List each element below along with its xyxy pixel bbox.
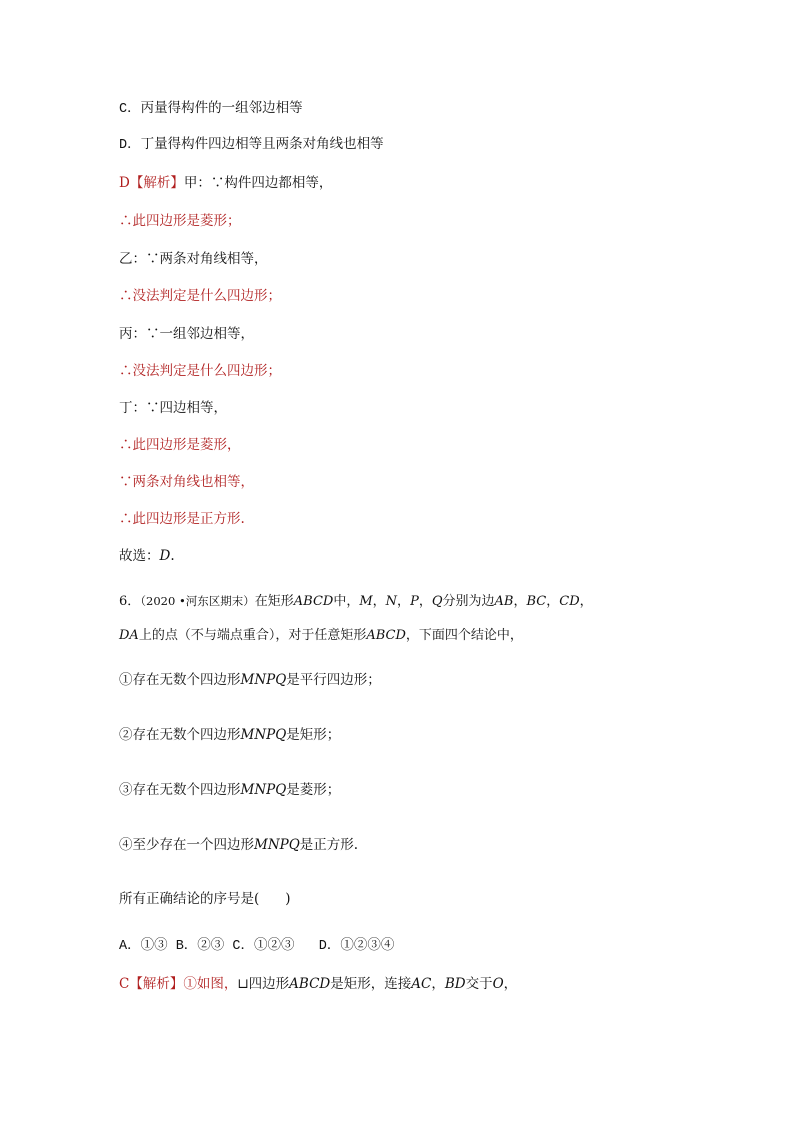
stem-text: ，下面四个结论中， bbox=[405, 628, 523, 643]
analysis-text: 四边形 bbox=[248, 976, 290, 992]
answer-label: D【解析】 bbox=[119, 175, 184, 191]
statement-2 bbox=[119, 726, 340, 744]
analysis-line-1 bbox=[119, 174, 332, 192]
separator: ， bbox=[372, 594, 386, 609]
var-p: P bbox=[410, 594, 419, 609]
var-abcd: ABCD bbox=[366, 628, 406, 643]
analysis-text: 甲：∵构件四边都相等， bbox=[183, 175, 333, 191]
var-mnpq: MNPQ bbox=[240, 727, 287, 743]
analysis-text: 是矩形，连接 bbox=[330, 976, 412, 992]
answer-label: C【解析】 bbox=[119, 976, 184, 992]
var-mnpq: MNPQ bbox=[240, 672, 287, 688]
analysis-line-5: 丙：∵一组邻边相等， bbox=[119, 326, 254, 342]
analysis-text: ①如图， bbox=[183, 976, 238, 992]
var-abcd: ABCD bbox=[289, 976, 331, 992]
statement-text: 是菱形； bbox=[286, 782, 341, 798]
analysis-line-4: ∴没法判定是什么四边形； bbox=[119, 288, 281, 304]
option-c: C．丙量得构件的一组邻边相等 bbox=[119, 102, 303, 117]
analysis-line-2: ∴此四边形是菱形； bbox=[119, 213, 241, 229]
statement-text: ④至少存在一个四边形 bbox=[119, 837, 254, 853]
question-number: 6． bbox=[119, 594, 141, 609]
statement-text: 是平行四边形； bbox=[286, 672, 381, 688]
var-o: O bbox=[492, 976, 504, 992]
stem-text: 上的点（不与端点重合），对于任意矩形 bbox=[138, 628, 367, 643]
var-abcd: ABCD bbox=[293, 594, 334, 609]
stem-text: 分别为边 bbox=[442, 594, 495, 609]
analysis-line-6: ∴没法判定是什么四边形； bbox=[119, 363, 281, 379]
var-ab: AB bbox=[494, 594, 514, 609]
ask-text: ) bbox=[285, 891, 291, 907]
statement-text: 是正方形. bbox=[299, 837, 359, 853]
option-d: D．丁量得构件四边相等且两条对角线也相等 bbox=[119, 138, 384, 153]
analysis-line-11 bbox=[119, 547, 175, 565]
var-da: DA bbox=[119, 628, 139, 643]
answer-choices: A．①③ B．②③ C．①②③ D．①②③④ bbox=[119, 939, 395, 954]
var-ac: AC bbox=[411, 976, 432, 992]
var-mnpq: MNPQ bbox=[240, 782, 287, 798]
ask-text: 所有正确结论的序号是( bbox=[119, 891, 260, 907]
question-source: （2020 •河东区期末） bbox=[140, 594, 255, 608]
analysis-line-10: ∴此四边形是正方形. bbox=[119, 511, 245, 527]
analysis-line-3: 乙：∵两条对角线相等， bbox=[119, 251, 268, 267]
statement-3 bbox=[119, 781, 340, 799]
var-cd: CD bbox=[559, 594, 580, 609]
analysis-line-8: ∴此四边形是菱形， bbox=[119, 437, 241, 453]
analysis-text: 交于 bbox=[465, 976, 493, 992]
stem-text: 中， bbox=[333, 594, 360, 609]
var-m: M bbox=[359, 594, 373, 609]
separator: ， bbox=[431, 976, 445, 992]
var-mnpq: MNPQ bbox=[254, 837, 300, 853]
var-bc: BC bbox=[526, 594, 547, 609]
choose-prefix: 故选： bbox=[119, 548, 160, 564]
statement-text: ②存在无数个四边形 bbox=[119, 727, 241, 743]
question-6-line-2 bbox=[119, 627, 523, 645]
statement-4 bbox=[119, 836, 358, 854]
var-bd: BD bbox=[444, 976, 466, 992]
separator: ， bbox=[397, 594, 411, 609]
statement-text: ①存在无数个四边形 bbox=[119, 672, 241, 688]
choose-answer: D bbox=[159, 548, 171, 564]
statement-1 bbox=[119, 671, 381, 689]
separator: ， bbox=[579, 594, 593, 609]
var-n: N bbox=[385, 594, 398, 609]
stem-text: 在矩形 bbox=[254, 594, 294, 609]
separator: ， bbox=[513, 594, 527, 609]
since-glyph-icon: ⊔ bbox=[237, 976, 249, 992]
separator: ， bbox=[418, 594, 432, 609]
separator: ， bbox=[546, 594, 560, 609]
analysis-2-line-1 bbox=[119, 975, 517, 993]
var-q: Q bbox=[431, 594, 443, 609]
question-ask bbox=[119, 890, 291, 908]
statement-text: ③存在无数个四边形 bbox=[119, 782, 241, 798]
statement-text: 是矩形； bbox=[286, 727, 341, 743]
analysis-line-7: 丁：∵四边相等， bbox=[119, 400, 227, 416]
analysis-line-9: ∵两条对角线也相等， bbox=[119, 474, 254, 490]
choose-suffix: . bbox=[170, 548, 175, 564]
question-6-line-1 bbox=[119, 592, 593, 611]
analysis-text: ， bbox=[503, 976, 518, 992]
